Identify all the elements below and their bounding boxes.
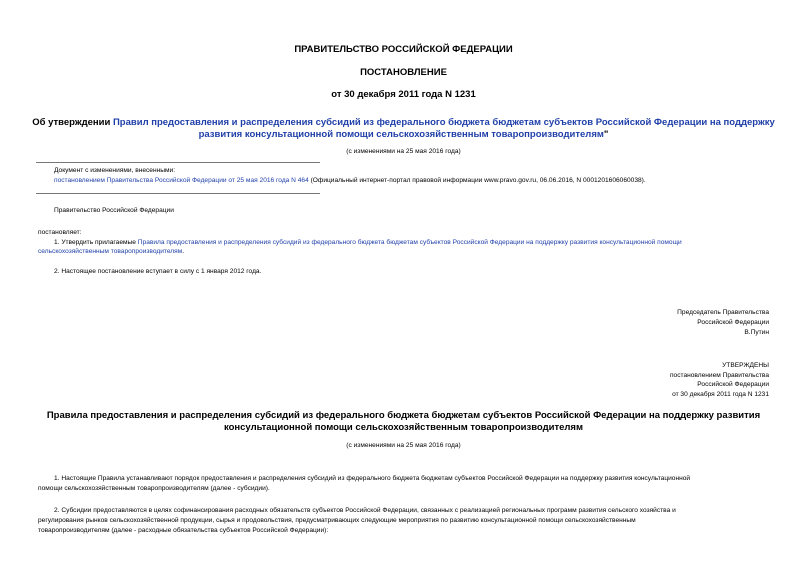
rules-p2-line1: 2. Субсидии предоставляются в целях софинансирования расходных обязательств субъектов Российской Федерации, связанных с реализацией региональных программ развития сельского хозяйства и [54, 507, 676, 514]
rules-p2-line3: товаропроизводителям (далее - расходные обязательства субъектов Российской Федерации): [38, 527, 329, 534]
signature-line2: Российской Федерации [697, 319, 769, 326]
title-link-line1[interactable]: Правил предоставления и распределения субсидий из федерального бюджета бюджетам субъектов Российской Федерации на поддержку [112, 117, 775, 128]
rules-p2-line2: регулирования рынков сельскохозяйственной продукции, сырья и продовольствия, предусматривающих следующие мероприятия по развитию консультационной помощи сельскохозяйственным [38, 517, 636, 524]
divider-bottom [36, 193, 320, 194]
rules-title-line2: консультационной помощи сельскохозяйственным товаропроизводителям [223, 422, 584, 433]
amendments-label: Документ с изменениями, внесенными: [54, 167, 176, 174]
title-prefix: Об утверждении [32, 117, 113, 128]
document-title-line2 [0, 129, 807, 140]
title-link-line2[interactable]: развития консультационной помощи сельскохозяйственным товаропроизводителям [198, 129, 604, 140]
item1-suffix: . [182, 248, 185, 255]
date-number-heading: от 30 декабря 2011 года N 1231 [331, 89, 476, 100]
approved-line3: Российской Федерации [697, 381, 769, 388]
body-government: Правительство Российской Федерации [54, 207, 174, 214]
item1-prefix: 1. Утвердить прилагаемые [54, 239, 138, 246]
rules-p1-line2: помощи сельскохозяйственным товаропроизводителям (далее - субсидии). [38, 485, 270, 492]
amendments-line [54, 176, 794, 185]
item1-line1 [54, 238, 769, 247]
rules-changes-note: (с изменениями на 25 мая 2016 года) [346, 442, 461, 449]
divider-top [36, 162, 320, 163]
item1-link-line1[interactable]: Правила предоставления и распределения субсидий из федерального бюджета бюджетам субъектов Российской Федерации на поддержку развития консультационной помощи [137, 239, 682, 246]
rules-title-line1: Правила предоставления и распределения субсидий из федерального бюджета бюджетам субъектов Российской Федерации на поддержку развития [46, 410, 761, 421]
signature-line3: В.Путин [744, 329, 769, 336]
signature-line1: Председатель Правительства [677, 309, 769, 316]
title-changes-note: (с изменениями на 25 мая 2016 года) [346, 148, 461, 155]
approved-line2: постановлением Правительства [669, 372, 769, 379]
item2: 2. Настоящее постановление вступает в силу с 1 января 2012 года. [54, 268, 262, 275]
item1-line2 [38, 247, 184, 256]
approved-line1: УТВЕРЖДЕНЫ [722, 362, 769, 369]
approved-line4: от 30 декабря 2011 года N 1231 [672, 391, 769, 398]
body-decrees: постановляет: [38, 229, 82, 236]
doc-type-heading: ПОСТАНОВЛЕНИЕ [360, 67, 447, 78]
item1-link-line2[interactable]: сельскохозяйственным товаропроизводителям [38, 248, 183, 255]
rules-p1-line1: 1. Настоящие Правила устанавливают порядок предоставления и распределения субсидий из федерального бюджета бюджетам субъектов Российской Федерации на поддержку развития консультационной [54, 475, 691, 482]
amendment-rest: (Официальный интернет-портал правовой информации www.pravo.gov.ru, 06.06.2016, N 0001201606060038). [308, 177, 646, 184]
document-title [0, 117, 807, 128]
title-suffix: " [603, 129, 609, 140]
government-heading: ПРАВИТЕЛЬСТВО РОССИЙСКОЙ ФЕДЕРАЦИИ [294, 44, 513, 55]
amendment-link[interactable]: постановлением Правительства Российской Федерации от 25 мая 2016 года N 464 [54, 177, 309, 184]
